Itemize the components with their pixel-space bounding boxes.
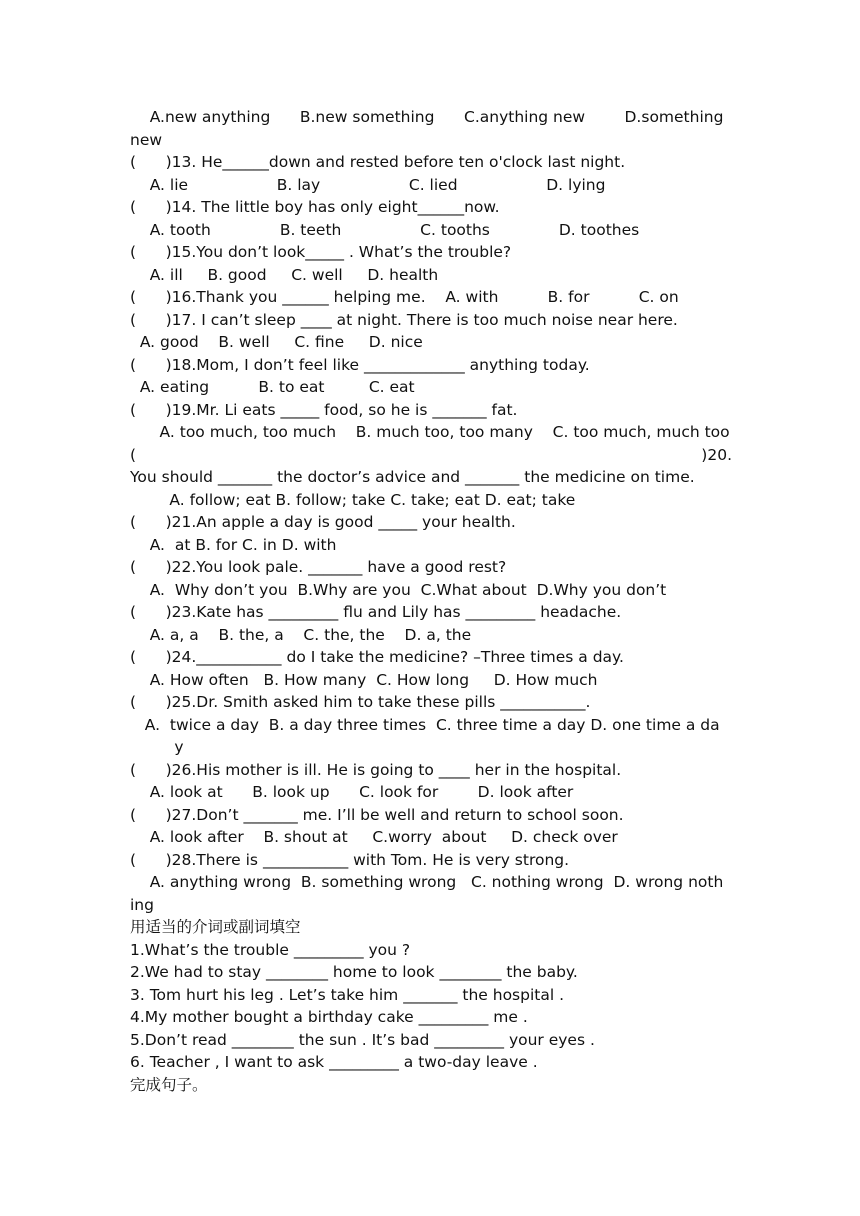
text-line: A. How often B. How many C. How long D. How much: [130, 670, 598, 689]
text-line: 4.My mother bought a birthday cake _________ me .: [130, 1008, 528, 1026]
text-line: 1.What’s the trouble _________ you ?: [130, 940, 411, 959]
section-heading: 完成句子。: [130, 1075, 208, 1094]
text-line: ( )13. He______down and rested before ten o'clock last night.: [130, 153, 626, 171]
text-line: A. a, a B. the, a C. the, the D. a, the: [130, 625, 472, 644]
text-line: ( )24.___________ do I take the medicine? –Three times a day.: [130, 648, 624, 666]
text-line: A.new anything B.new something C.anything new D.something: [130, 108, 724, 126]
text-line: A. at B. for C. in D. with: [130, 535, 337, 554]
text-line: A. tooth B. teeth C. tooths D. toothes: [130, 220, 640, 239]
text-line: A. eating B. to eat C. eat: [130, 378, 415, 396]
text-line: ( )16.Thank you ______ helping me. A. with B. for C. on: [130, 288, 679, 306]
text-line: ( )27.Don’t _______ me. I’ll be well and return to school soon.: [130, 805, 624, 824]
text-line: 3. Tom hurt his leg . Let’s take him _______ the hospital .: [130, 985, 565, 1004]
text-line: ( )22.You look pale. _______ have a good rest?: [130, 558, 507, 576]
question-20-line: [130, 444, 732, 467]
text-line: 5.Don’t read ________ the sun . It’s bad _________ your eyes .: [130, 1030, 595, 1049]
worksheet-page: [130, 106, 732, 1096]
text-line: new: [130, 130, 163, 149]
text-line: ( )21.An apple a day is good _____ your health.: [130, 513, 516, 531]
text-line: A. Why don’t you B.Why are you C.What about D.Why you don’t: [130, 580, 667, 599]
paren-open: (: [130, 445, 137, 464]
text-line: 6. Teacher , I want to ask _________ a two-day leave .: [130, 1053, 538, 1071]
text-line: ( )18.Mom, I don’t feel like _____________ anything today.: [130, 355, 590, 374]
text-line: A. follow; eat B. follow; take C. take; eat D. eat; take: [130, 490, 576, 509]
text-line: A. ill B. good C. well D. health: [130, 265, 439, 284]
text-line: A. lie B. lay C. lied D. lying: [130, 175, 606, 194]
text-line: ( )23.Kate has _________ flu and Lily has _________ headache.: [130, 603, 622, 621]
text-line: y: [130, 738, 184, 756]
text-line: ( )25.Dr. Smith asked him to take these pills ___________.: [130, 693, 591, 711]
text-line: You should _______ the doctor’s advice and _______ the medicine on time.: [130, 468, 695, 486]
question-number: )20.: [701, 445, 732, 464]
text-line: ing: [130, 895, 154, 914]
text-line: ( )17. I can’t sleep ____ at night. There is too much noise near here.: [130, 310, 678, 329]
text-line: A. twice a day B. a day three times C. three time a day D. one time a da: [130, 715, 720, 734]
text-line: 2.We had to stay ________ home to look ________ the baby.: [130, 963, 578, 981]
text-line: ( )14. The little boy has only eight______now.: [130, 198, 500, 216]
text-line: A. good B. well C. fine D. nice: [130, 333, 423, 351]
text-line: A. too much, too much B. much too, too many C. too much, much too: [130, 423, 730, 441]
text-line: ( )26.His mother is ill. He is going to ____ her in the hospital.: [130, 760, 622, 779]
text-line: A. anything wrong B. something wrong C. nothing wrong D. wrong noth: [130, 873, 724, 891]
section-heading: 用适当的介词或副词填空: [130, 918, 301, 936]
text-line: ( )19.Mr. Li eats _____ food, so he is _______ fat.: [130, 400, 518, 419]
text-line: ( )28.There is ___________ with Tom. He is very strong.: [130, 850, 570, 869]
text-line: ( )15.You don’t look_____ . What’s the trouble?: [130, 243, 512, 261]
text-line: A. look after B. shout at C.worry about D. check over: [130, 828, 618, 846]
text-line: A. look at B. look up C. look for D. look after: [130, 783, 574, 801]
